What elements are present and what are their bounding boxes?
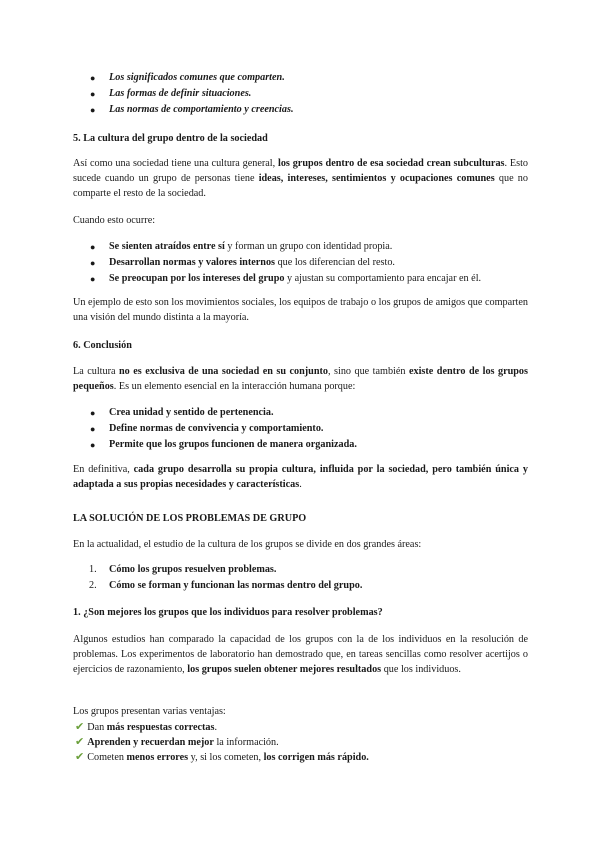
list-item: ● Las formas de definir situaciones. (73, 86, 528, 102)
bullet-icon: ● (90, 89, 96, 99)
main-paragraph-2: Los grupos presentan varias ventajas: (73, 706, 226, 717)
section-5-paragraph-2: Cuando esto ocurre: (73, 215, 156, 226)
list-item: ● Se sienten atraídos entre sí y forman un grupo con identidad propia. (73, 239, 528, 255)
bullet-icon: ● (90, 274, 96, 284)
list-item: ● Se preocupan por los intereses del grupo y ajustan su comportamiento para encajar en él. (73, 271, 528, 287)
bullet-icon: ● (90, 408, 96, 418)
top-bullet-list (73, 70, 528, 118)
bullet-icon: ● (90, 105, 96, 115)
list-item: ● Las normas de comportamiento y creencias. (73, 102, 528, 118)
list-item: ● Permite que los grupos funcionen de manera organizada. (73, 437, 528, 453)
bullet-icon: ● (90, 440, 96, 450)
check-item: ✔ Cometen menos errores y, si los cometen, los corrigen más rápido. (75, 750, 369, 763)
section-6-heading: 6. Conclusión (73, 340, 132, 351)
sub-heading: 1. ¿Son mejores los grupos que los individuos para resolver problemas? (73, 607, 383, 618)
list-item: ● Los significados comunes que comparten. (73, 70, 528, 86)
section-6-paragraph-1: La cultura no es exclusiva de una sociedad en su conjunto, sino que también existe dentro de los grupos pequeños. Es un elemento esencial en la interacción humana porque: (73, 366, 528, 392)
bullet-icon: ● (90, 424, 96, 434)
section-5-paragraph-1: Así como una sociedad tiene una cultura general, los grupos dentro de esa sociedad crean subculturas. Esto sucede cuando un grupo de personas tiene ideas, intereses, sentimientos y ocupaciones comunes que no comparte el resto de la sociedad. (73, 158, 528, 199)
bullet-icon: ● (90, 73, 96, 83)
main-numbered-list (73, 562, 528, 594)
list-item: ● Define normas de convivencia y comportamiento. (73, 421, 528, 437)
section-6-list (73, 405, 528, 453)
section-6-paragraph-2: En definitiva, cada grupo desarrolla su propia cultura, influida por la sociedad, pero también única y adaptada a sus propias necesidades y características. (73, 464, 528, 490)
check-icon: ✔ (75, 720, 85, 733)
section-5-heading: 5. La cultura del grupo dentro de la sociedad (73, 133, 268, 144)
bullet-icon: ● (90, 242, 96, 252)
section-5-paragraph-3: Un ejemplo de esto son los movimientos sociales, los equipos de trabajo o los grupos de amigos que comparten una visión del mundo distinta a la mayoría. (73, 297, 528, 323)
list-item: ● Desarrollan normas y valores internos que los diferencian del resto. (73, 255, 528, 271)
check-item: ✔ Dan más respuestas correctas. (75, 720, 217, 733)
list-item: 1. Cómo los grupos resuelven problemas. (89, 564, 277, 575)
list-item: ● Crea unidad y sentido de pertenencia. (73, 405, 528, 421)
list-item: 2. Cómo se forman y funcionan las normas dentro del grupo. (89, 580, 363, 591)
check-item: ✔ Aprenden y recuerdan mejor la información. (75, 735, 279, 748)
main-intro: En la actualidad, el estudio de la cultura de los grupos se divide en dos grandes áreas: (73, 539, 422, 550)
main-heading: LA SOLUCIÓN DE LOS PROBLEMAS DE GRUPO (73, 513, 307, 524)
check-icon: ✔ (75, 750, 85, 763)
main-paragraph-1: Algunos estudios han comparado la capacidad de los grupos con la de los individuos en la resolución de problemas. Los experimentos de laboratorio han demostrado que, en tareas sencillas como resolver acertijos o ejercicios de razonamiento, los grupos suelen obtener mejores resultados que los individuos. (73, 634, 528, 675)
bullet-icon: ● (90, 258, 96, 268)
section-5-list (73, 239, 528, 287)
check-icon: ✔ (75, 735, 85, 748)
